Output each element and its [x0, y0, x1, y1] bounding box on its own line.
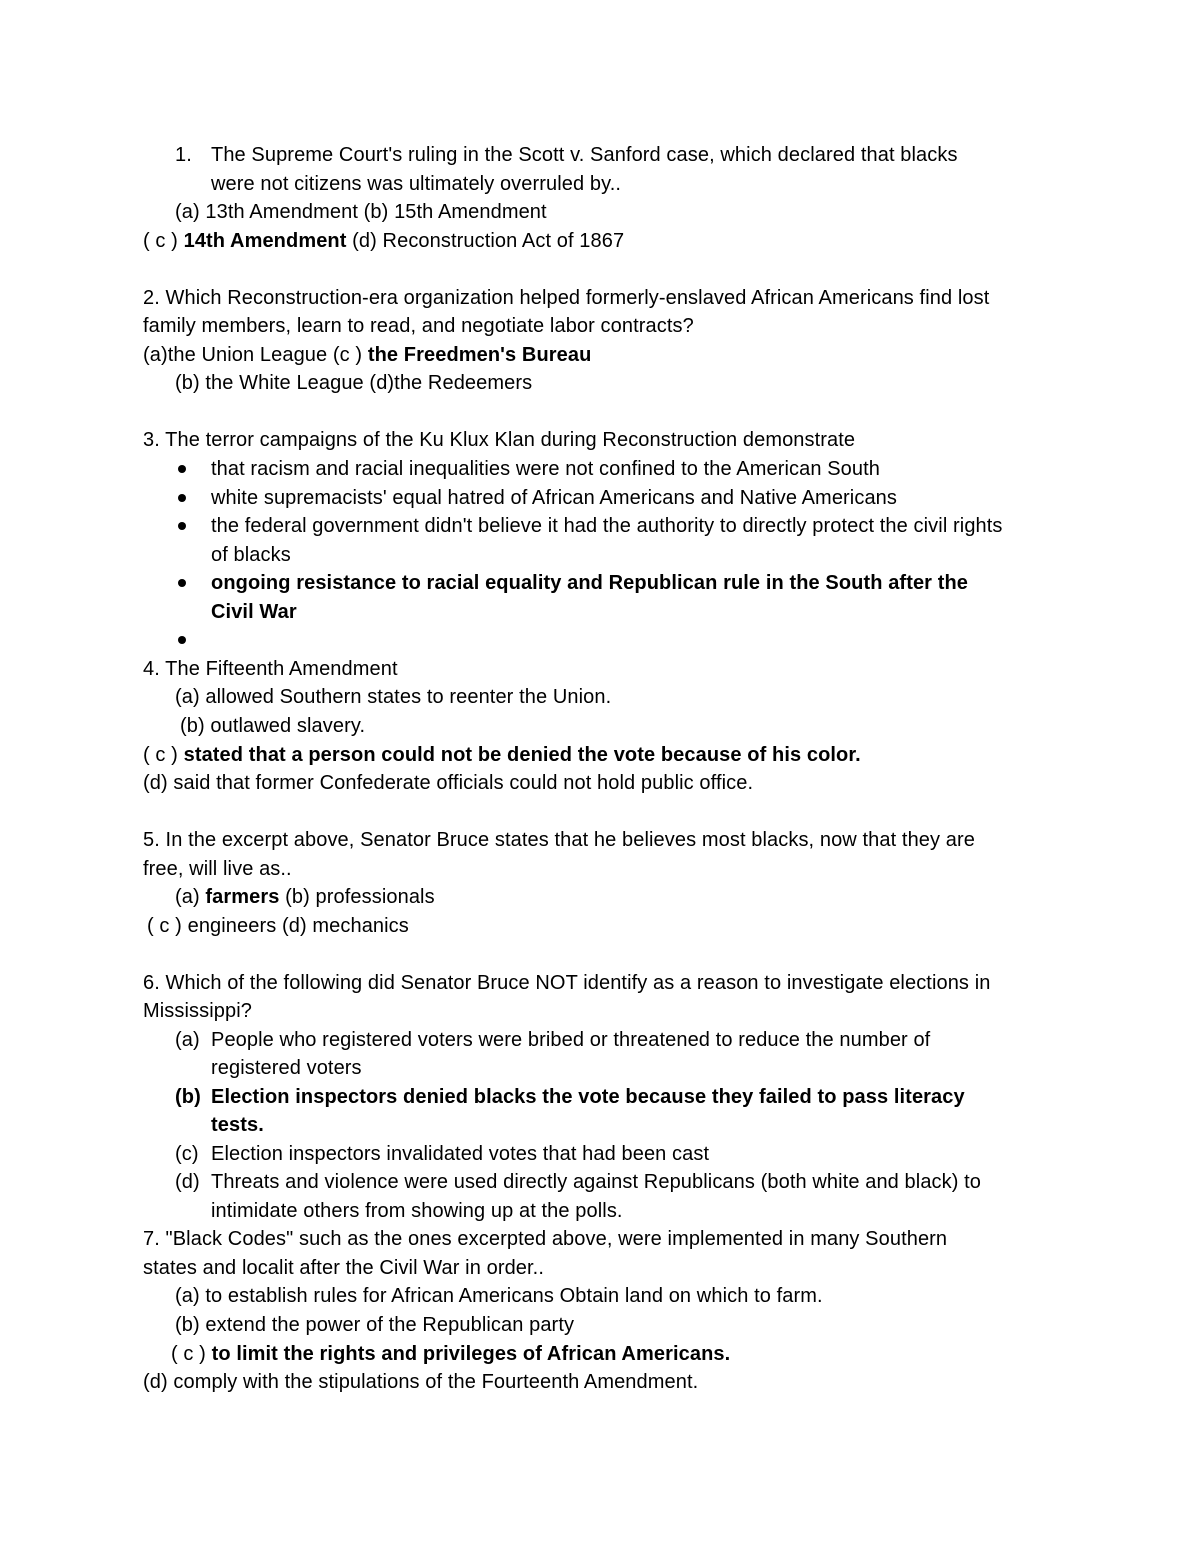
- q1-option-d: (d) Reconstruction Act of 1867: [346, 230, 625, 252]
- q5-answer: farmers: [205, 886, 280, 908]
- q1-options-ab: (a) 13th Amendment (b) 15th Amendment: [175, 201, 547, 223]
- q2-stem-line1: 2. Which Reconstruction-era organization helped formerly-enslaved African Americans find lost: [143, 287, 990, 309]
- q7-option-b: (b) extend the power of the Republican party: [175, 1314, 575, 1336]
- q3-option-3-line1: the federal government didn't believe it had the authority to directly protect the civil rights: [211, 515, 1003, 537]
- q6-answer-line1: Election inspectors denied blacks the vote because they failed to pass literacy: [211, 1086, 965, 1108]
- q6-option-c: Election inspectors invalidated votes that had been cast: [211, 1143, 710, 1165]
- q1-options-cd: [143, 227, 624, 255]
- q5-option-a-label: (a): [175, 886, 206, 908]
- q7-option-c: [171, 1340, 730, 1368]
- q3-option-2: white supremacists' equal hatred of African Americans and Native Americans: [211, 487, 897, 509]
- q5-option-b: (b) professionals: [279, 886, 435, 908]
- q4-stem: 4. The Fifteenth Amendment: [143, 658, 398, 680]
- q7-option-d: (d) comply with the stipulations of the Fourteenth Amendment.: [143, 1371, 699, 1393]
- q6-option-a-label: (a): [175, 1029, 200, 1051]
- q3-option-3-line2: of blacks: [211, 544, 291, 566]
- q3-option-1: that racism and racial inequalities were not confined to the American South: [211, 458, 880, 480]
- q6-option-d-label: (d): [175, 1171, 200, 1193]
- q6-answer-line2: tests.: [211, 1114, 264, 1136]
- q3-answer-line2: Civil War: [211, 601, 297, 623]
- q6-option-a-line2: registered voters: [211, 1057, 362, 1079]
- q2-option-ac-prefix: (a)the Union League (c ): [143, 344, 368, 366]
- q6-option-c-label: (c): [175, 1143, 199, 1165]
- bullet-icon: [178, 494, 186, 502]
- q6-option-b-label: (b): [175, 1086, 201, 1108]
- q1-option-c-label: ( c ): [143, 230, 184, 252]
- bullet-icon: [178, 522, 186, 530]
- q3-stem: 3. The terror campaigns of the Ku Klux Klan during Reconstruction demonstrate: [143, 429, 856, 451]
- q5-options-cd: ( c ) engineers (d) mechanics: [147, 915, 409, 937]
- bullet-icon: [178, 636, 186, 644]
- bullet-icon: [178, 579, 186, 587]
- q2-options-bd: (b) the White League (d)the Redeemers: [175, 372, 533, 394]
- q5-options-ab: [175, 883, 435, 911]
- q5-stem-line1: 5. In the excerpt above, Senator Bruce states that he believes most blacks, now that they are: [143, 829, 975, 851]
- q1-number: 1.: [175, 144, 192, 166]
- q4-option-d: (d) said that former Confederate officials could not hold public office.: [143, 772, 754, 794]
- q2-answer: the Freedmen's Bureau: [367, 344, 592, 366]
- q1-stem-line2: were not citizens was ultimately overruled by..: [211, 173, 622, 195]
- q7-stem-line2: states and localit after the Civil War in order..: [143, 1257, 544, 1279]
- q6-option-d-line1: Threats and violence were used directly against Republicans (both white and black) to: [211, 1171, 982, 1193]
- q7-option-c-label: ( c ): [171, 1343, 212, 1365]
- q5-stem-line2: free, will live as..: [143, 858, 292, 880]
- q6-stem-line1: 6. Which of the following did Senator Bruce NOT identify as a reason to investigate elections in: [143, 972, 991, 994]
- q6-option-a-line1: People who registered voters were bribed or threatened to reduce the number of: [211, 1029, 931, 1051]
- q6-option-d-line2: intimidate others from showing up at the polls.: [211, 1200, 623, 1222]
- q7-option-a: (a) to establish rules for African Americans Obtain land on which to farm.: [175, 1285, 823, 1307]
- q2-stem-line2: family members, learn to read, and negotiate labor contracts?: [143, 315, 694, 337]
- q7-stem-line1: 7. "Black Codes" such as the ones excerpted above, were implemented in many Southern: [143, 1228, 948, 1250]
- q4-answer: stated that a person could not be denied the vote because of his color.: [183, 744, 861, 766]
- q4-option-c: [143, 741, 861, 769]
- q4-option-c-label: ( c ): [143, 744, 184, 766]
- q3-answer-line1: ongoing resistance to racial equality and Republican rule in the South after the: [211, 572, 969, 594]
- q6-stem-line2: Mississippi?: [143, 1000, 253, 1022]
- q1-answer: 14th Amendment: [183, 230, 347, 252]
- q2-options-ac: [143, 341, 591, 369]
- q1-stem-line1: The Supreme Court's ruling in the Scott v. Sanford case, which declared that blacks: [211, 144, 958, 166]
- q4-option-a: (a) allowed Southern states to reenter the Union.: [175, 686, 612, 708]
- q4-option-b: (b) outlawed slavery.: [180, 715, 366, 737]
- bullet-icon: [178, 465, 186, 473]
- q7-answer: to limit the rights and privileges of African Americans.: [211, 1343, 731, 1365]
